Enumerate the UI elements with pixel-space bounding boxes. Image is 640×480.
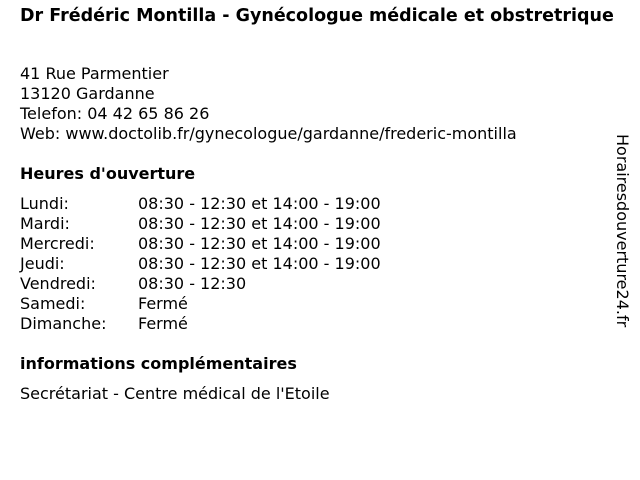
day-label: Mercredi:: [20, 234, 95, 253]
info-text: Secrétariat - Centre médical de l'Etoile: [20, 384, 330, 403]
phone-number: Telefon: 04 42 65 86 26: [20, 104, 210, 123]
day-label: Jeudi:: [20, 254, 65, 273]
hours-heading: Heures d'ouverture: [20, 164, 196, 183]
hours-row-tuesday: [20, 214, 381, 234]
day-hours: 08:30 - 12:30 et 14:00 - 19:00: [138, 214, 381, 233]
day-label: Dimanche:: [20, 314, 107, 333]
day-hours: Fermé: [138, 314, 188, 333]
hours-row-saturday: [20, 294, 381, 314]
day-hours: 08:30 - 12:30 et 14:00 - 19:00: [138, 194, 381, 213]
info-heading: informations complémentaires: [20, 354, 297, 373]
day-hours: 08:30 - 12:30 et 14:00 - 19:00: [138, 254, 381, 273]
day-label: Mardi:: [20, 214, 70, 233]
day-label: Lundi:: [20, 194, 69, 213]
day-label: Samedi:: [20, 294, 86, 313]
site-watermark: Horairesdouverture24.fr: [613, 134, 632, 328]
hours-row-friday: [20, 274, 381, 294]
contact-block: [20, 64, 517, 144]
day-hours: Fermé: [138, 294, 188, 313]
day-hours: 08:30 - 12:30 et 14:00 - 19:00: [138, 234, 381, 253]
day-label: Vendredi:: [20, 274, 96, 293]
hours-row-monday: [20, 194, 381, 214]
street-address: 41 Rue Parmentier: [20, 64, 169, 83]
hours-row-thursday: [20, 254, 381, 274]
website-link[interactable]: Web: www.doctolib.fr/gynecologue/gardanne/frederic-montilla: [20, 124, 517, 143]
day-hours: 08:30 - 12:30: [138, 274, 247, 293]
hours-row-sunday: [20, 314, 381, 334]
hours-row-wednesday: [20, 234, 381, 254]
page-title: Dr Frédéric Montilla - Gynécologue médicale et obstretrique: [20, 6, 614, 26]
hours-table: [20, 194, 381, 334]
city-address: 13120 Gardanne: [20, 84, 155, 103]
